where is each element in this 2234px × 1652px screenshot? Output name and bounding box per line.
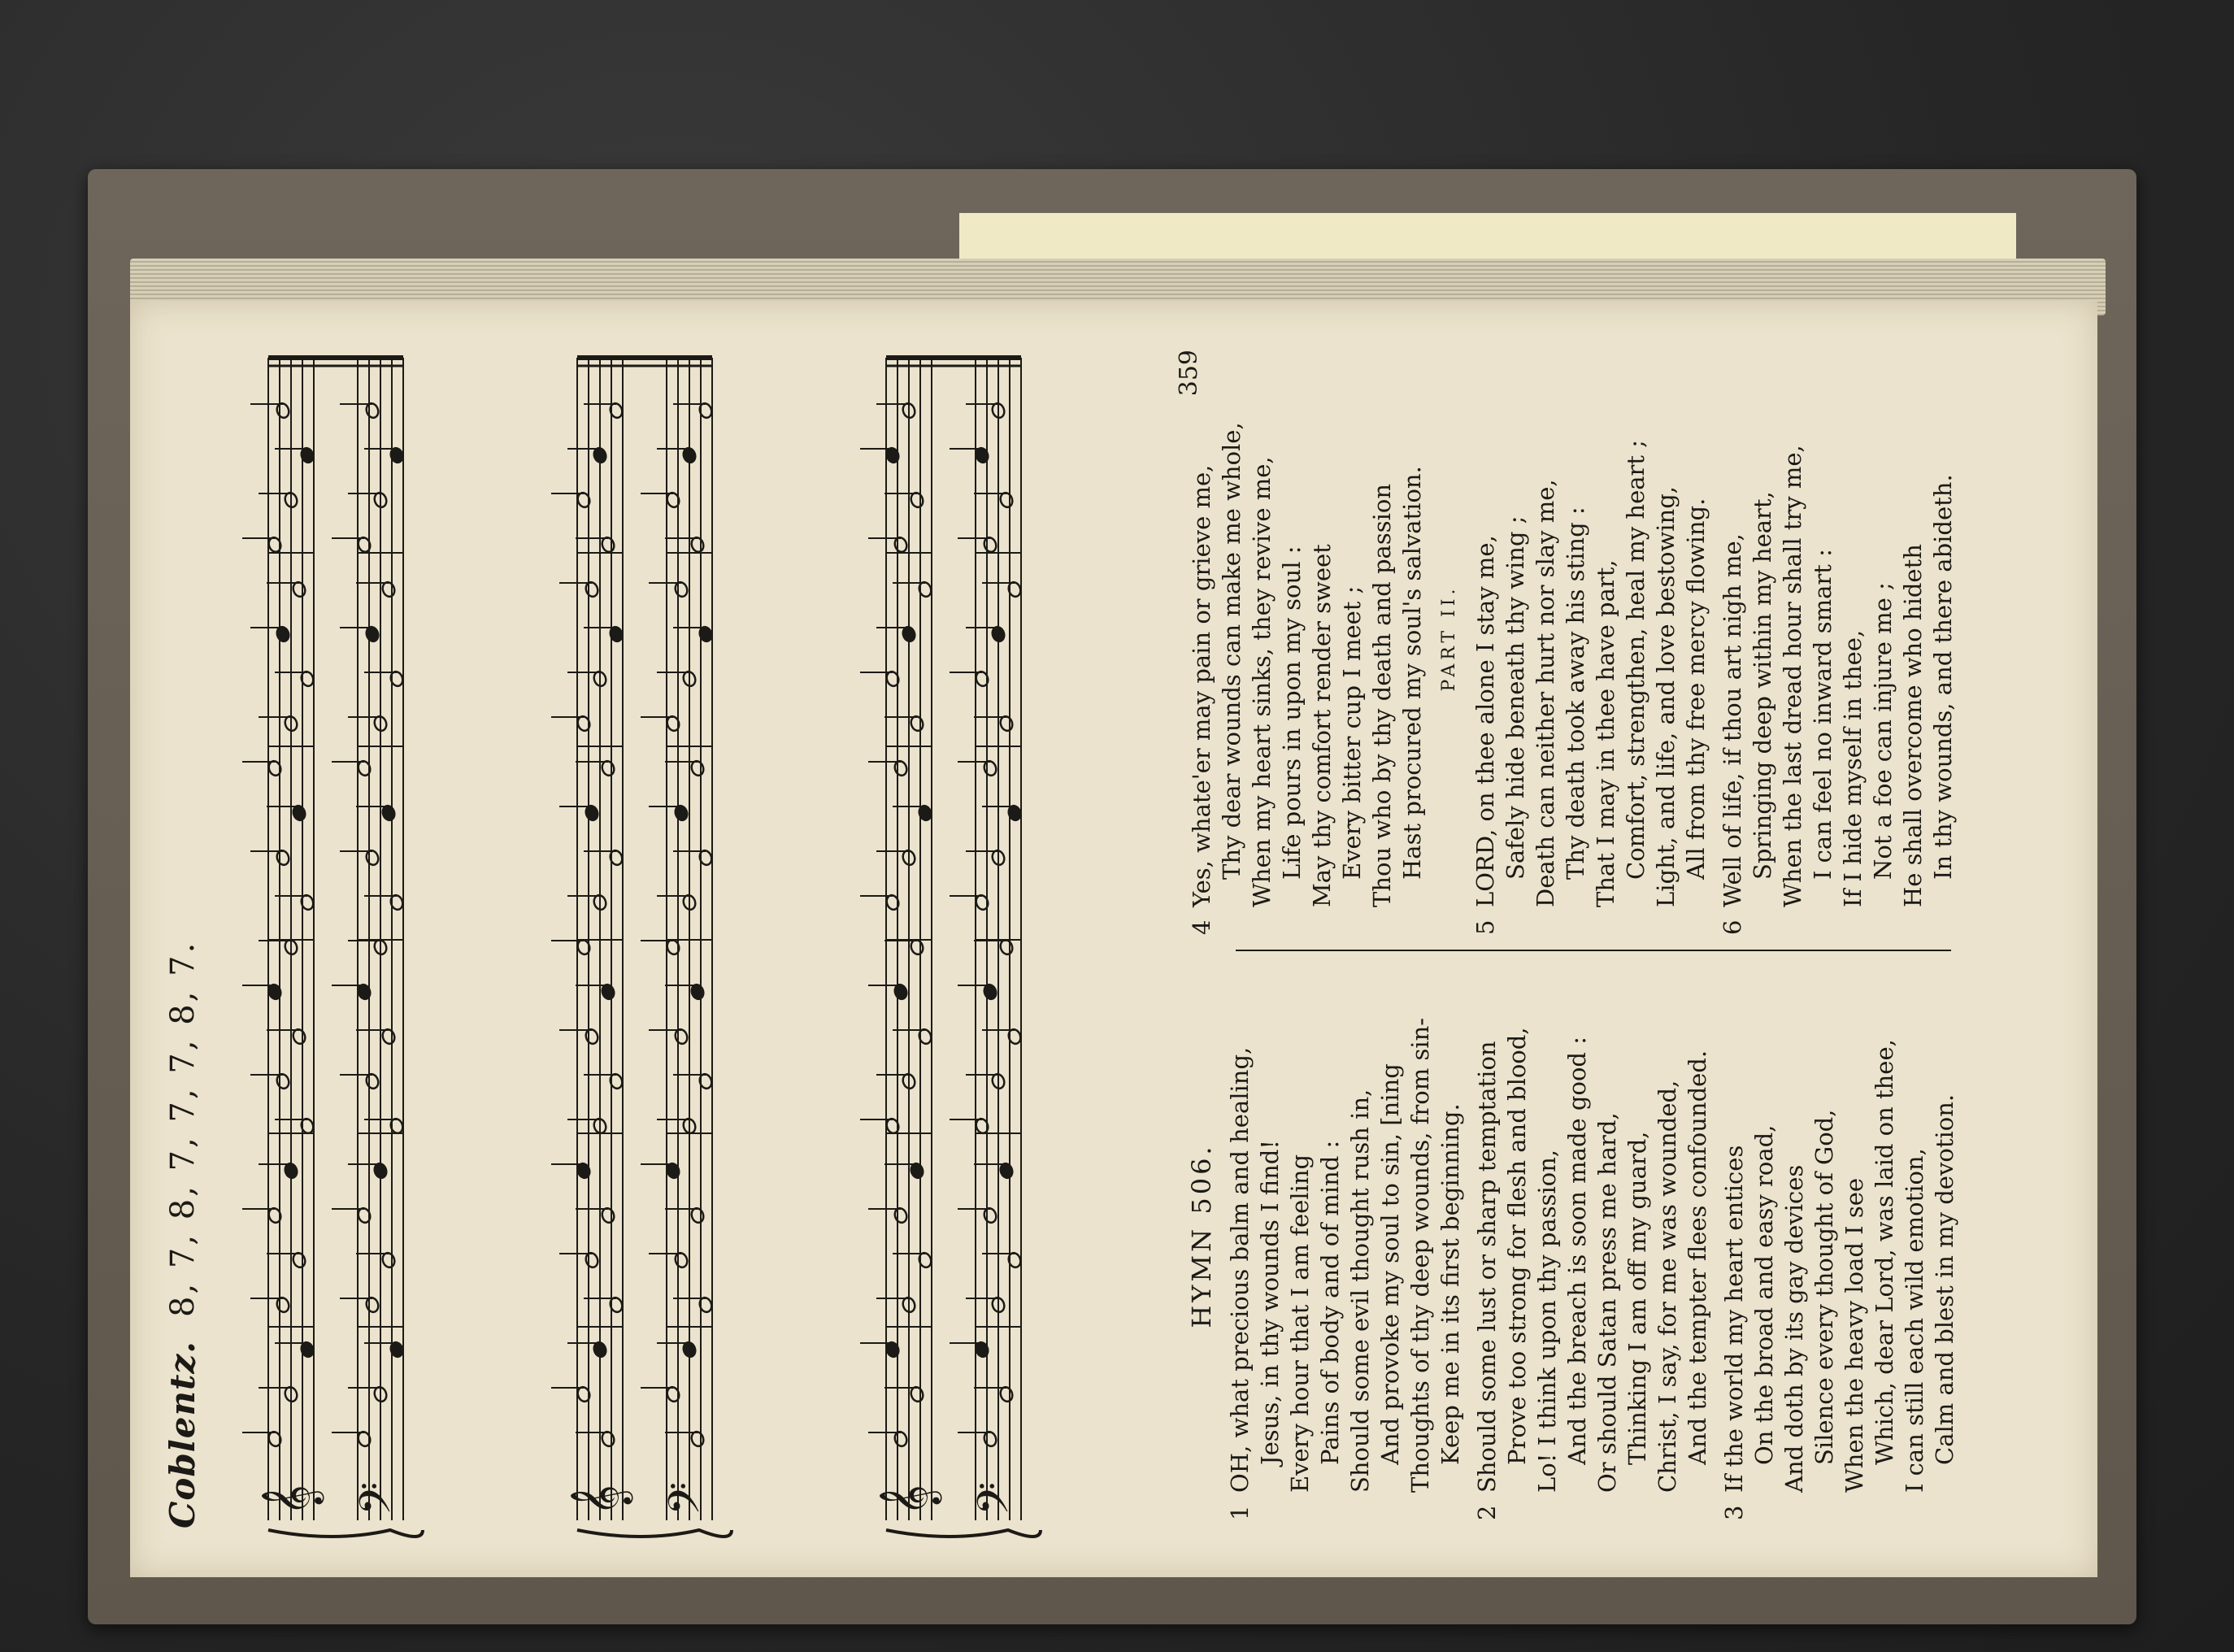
verse-text: OH, what precious balm and healing, [1226, 1046, 1254, 1493]
treble-clef-icon: 𝄞 [262, 1485, 322, 1515]
verse-line [1472, 951, 1502, 1520]
system-brace [886, 1530, 1041, 1537]
verse [1471, 341, 1711, 935]
verse-line [1808, 341, 1838, 935]
verse-number: 3 [1720, 1505, 1748, 1520]
verse-text: Well of life, if thou art nigh me, [1719, 533, 1746, 907]
verse-text: Thy death took away his sting : [1562, 506, 1589, 880]
verse-text: Calm and blest in my devotion. [1931, 1093, 1958, 1465]
verse-line [1623, 951, 1653, 1520]
verse-line [1376, 951, 1406, 1520]
verse-line [1651, 341, 1681, 935]
verse-text: When my heart sinks, they revive me, [1248, 456, 1276, 907]
verse-line [1367, 341, 1397, 935]
bass-clef-icon: 𝄢 [351, 1481, 411, 1515]
tune-meter: 8, 7, 8, 7, 7, 7, 8, 7. [164, 940, 202, 1317]
verse-text: Death can neither hurt nor slay me, [1532, 479, 1559, 907]
verse-text: On the broad and easy road, [1750, 1124, 1778, 1465]
verse-text: In thy wounds, and there abideth. [1929, 474, 1957, 880]
verse-line [1471, 341, 1501, 935]
verse-line [1621, 341, 1651, 935]
tune-header [163, 350, 219, 1528]
part2-verses [1471, 341, 1958, 935]
verse-line [1225, 951, 1255, 1520]
verse-text: Which, dear Lord, was laid on thee, [1871, 1039, 1898, 1465]
verse-text: Keep me in its first beginning. [1436, 1103, 1464, 1465]
verse-line [1930, 951, 1960, 1520]
verse-text: That I may in thee have part, [1592, 559, 1619, 907]
verse-text: Light, and life, and love bestowing, [1652, 485, 1680, 907]
verse-line [1345, 951, 1376, 1520]
verse-text: Thou who by thy death and passion [1368, 484, 1396, 907]
verse-line [1307, 341, 1337, 935]
verse-text: Thoughts of thy deep wounds, from sin- [1406, 1017, 1434, 1493]
treble-clef-icon: 𝄞 [880, 1485, 940, 1515]
verse-text: Comfort, strengthen, heal my heart ; [1622, 439, 1649, 880]
verse-text: Every bitter cup I meet ; [1338, 585, 1366, 880]
verse-text: Not a foe can injure me ; [1869, 582, 1897, 880]
verse-line [1681, 341, 1711, 935]
verse-text: And doth by its gay devices [1780, 1164, 1808, 1493]
verse [1225, 951, 1466, 1520]
verse-line [1285, 951, 1315, 1520]
verse-text: Christ, I say, for me was wounded, [1654, 1080, 1681, 1493]
verse-text: Life pours in upon my soul : [1278, 546, 1306, 880]
verse-line [1561, 341, 1591, 935]
verse-text: Springing deep within my heart, [1749, 491, 1776, 880]
verse-number: 2 [1473, 1505, 1501, 1520]
verse-line [1748, 341, 1778, 935]
verse-number: 1 [1226, 1505, 1254, 1520]
verse-line [1718, 341, 1748, 935]
verse-text: When the last dread hour shall try me, [1779, 445, 1806, 907]
bass-clef-icon: 𝄢 [969, 1481, 1029, 1515]
verse [1719, 951, 1960, 1520]
verse-line [1900, 951, 1930, 1520]
verse-text: Or should Satan press me hard, [1593, 1112, 1621, 1493]
verse-text: Should some lust or sharp temptation [1473, 1041, 1501, 1493]
verse-line [1187, 341, 1217, 935]
verse-number: 6 [1719, 919, 1746, 935]
verse-text: Prove too strong for flesh and blood, [1503, 1027, 1531, 1465]
verse-text: Thinking I am off my guard, [1623, 1131, 1651, 1465]
verse-line [1397, 341, 1428, 935]
left-verses [1225, 951, 1960, 1520]
verse-line [1406, 951, 1436, 1520]
verse-line [1562, 951, 1593, 1520]
verse-line [1531, 341, 1561, 935]
right-verses [1187, 341, 1428, 935]
verse [1187, 341, 1428, 935]
verse-text: May thy comfort render sweet [1308, 544, 1336, 907]
verse-number: 5 [1471, 919, 1499, 935]
verse-text: Thy dear wounds can make me whole, [1218, 422, 1245, 880]
verse-text: I can still each wild emotion, [1901, 1148, 1928, 1493]
verse-text: He shall overcome who hideth [1899, 544, 1927, 907]
verse-text: Yes, whate'er may pain or grieve me, [1188, 464, 1215, 907]
verse-line [1719, 951, 1749, 1520]
verse-line [1593, 951, 1623, 1520]
lyrics-right-column [1187, 341, 2065, 935]
verse-line [1810, 951, 1840, 1520]
music-score [236, 341, 1163, 1545]
verse-line [1217, 341, 1247, 935]
treble-clef-icon: 𝄞 [571, 1485, 631, 1515]
verse-line [1898, 341, 1928, 935]
system-brace [577, 1530, 732, 1537]
verse-line [1532, 951, 1562, 1520]
verse-line [1780, 951, 1810, 1520]
verse-text: If the world my heart entices [1720, 1145, 1748, 1493]
verse-line [1838, 341, 1868, 935]
verse-line [1502, 951, 1532, 1520]
part-title: PART II. [1439, 585, 1459, 692]
verse-line [1653, 951, 1683, 1520]
verse-text: Pains of body and of mind : [1316, 1140, 1344, 1465]
verse-line [1501, 341, 1531, 935]
verse-line [1840, 951, 1870, 1520]
system-brace [268, 1530, 423, 1537]
verse-line [1277, 341, 1307, 935]
verse-text: And the breach is soon made good : [1563, 1037, 1591, 1465]
hymn-title: HYMN 506. [1186, 1143, 1217, 1328]
verse-line [1928, 341, 1958, 935]
verse-number: 4 [1188, 919, 1215, 935]
verse-line [1868, 341, 1898, 935]
verse-line [1255, 951, 1285, 1520]
lyrics-left-column [1187, 951, 2065, 1520]
verse-text: Hast procured my soul's salvation. [1398, 466, 1426, 880]
verse-line [1749, 951, 1780, 1520]
rotated-page-content [130, 301, 2097, 1577]
verse-text: Jesus, in thy wounds I find! [1256, 1140, 1284, 1465]
verse-line [1870, 951, 1900, 1520]
verse-line [1315, 951, 1345, 1520]
verse-text: If I hide myself in thee, [1839, 629, 1867, 907]
verse [1472, 951, 1713, 1520]
verse-text: When the heavy load I see [1841, 1177, 1868, 1493]
verse-text: And the tempter flees confounded. [1684, 1050, 1711, 1465]
verse-text: Every hour that I am feeling [1286, 1154, 1314, 1493]
verse-text: Silence every thought of God, [1810, 1109, 1838, 1465]
verse-line [1591, 341, 1621, 935]
verse-line [1778, 341, 1808, 935]
verse-text: All from thy free mercy flowing. [1682, 498, 1710, 880]
verse-text: Safely hide beneath thy wing ; [1502, 515, 1529, 880]
hymnbook-page [130, 301, 2097, 1577]
verse-line [1683, 951, 1713, 1520]
verse-text: Lo! I think upon thy passion, [1533, 1149, 1561, 1493]
staff-systems [242, 358, 1041, 1537]
verse-text: LORD, on thee alone I stay me, [1471, 535, 1499, 907]
bass-clef-icon: 𝄢 [660, 1481, 720, 1515]
verse-line [1337, 341, 1367, 935]
page-number: 359 [1175, 350, 1203, 397]
verse [1718, 341, 1958, 935]
tune-name: Coblentz. [163, 1341, 202, 1528]
verse-text: And provoke my soul to sin, [ning [1376, 1063, 1404, 1465]
verse-text: Should some evil thought rush in, [1346, 1089, 1374, 1493]
verse-text: I can feel no inward smart : [1809, 549, 1836, 880]
verse-line [1436, 951, 1466, 1520]
verse-line [1247, 341, 1277, 935]
